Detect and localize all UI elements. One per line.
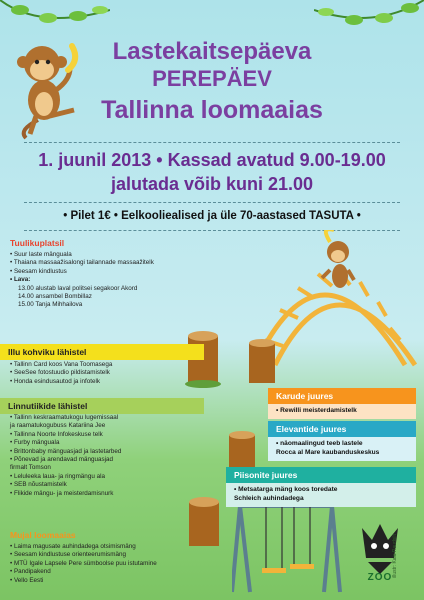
list-item: • Tallinna Noorte Infokeskuse telk <box>10 430 103 438</box>
section-title-tuulikuplatsil: Tuulikuplatsil <box>10 238 65 248</box>
list-item: 13.00 alustab laval politsei segakoor Akord <box>18 284 138 292</box>
tree-stump-illustration <box>186 494 224 550</box>
list-item: firmalt Tomson <box>10 464 51 472</box>
box-title: Karude juures <box>268 388 416 404</box>
swing-set-illustration <box>232 496 342 596</box>
list-item: • Honda esindusautod ja infotelk <box>10 377 101 385</box>
section-title-mujal: Mujal loomaaias <box>10 530 76 540</box>
box-item: Schleich auhindadega <box>234 495 304 502</box>
date-line-2: jalutada võib kuni 21.00 <box>110 174 314 194</box>
list-item: • Lava: <box>10 276 31 284</box>
list-item: • Pandipakend <box>10 568 51 576</box>
list-item: • Furby mänguala <box>10 439 60 447</box>
list-linnutiikide <box>10 414 121 498</box>
zoo-logo-text: ZOO <box>367 572 393 583</box>
box-item: • Metsatarga mäng koos toredate <box>234 486 338 493</box>
list-item: 14.00 ansambel Bombillaz <box>18 293 92 301</box>
title-line-2: PEREPÄEV <box>152 66 272 91</box>
section-title-illu-kohviku: Illu kohviku lähistel <box>0 344 204 360</box>
list-item: • Vello Eesti <box>10 576 44 584</box>
illustrator-credit: illustr: Kaia Raudsilt <box>392 534 398 578</box>
tree-stump-illustration <box>246 336 280 388</box>
list-item: • Thaiana massaažisalongi tailannade massaažitelk <box>10 259 154 267</box>
date-line-1: 1. juunil 2013 • Kassad avatud 9.00-19.00 <box>38 150 386 170</box>
list-mujal <box>10 543 157 585</box>
price-info: • Pilet 1€ • Eelkooliealised ja üle 70-aastased TASUTA • <box>63 210 361 222</box>
list-item: • Suur laste mänguala <box>10 251 72 258</box>
list-item: • Brittonbaby mänguasjad ja lastetarbed <box>10 447 122 455</box>
list-item: ja raamatukogubuss Katariina Jee <box>10 422 106 430</box>
box-item: Rocca al Mare kaubanduskeskus <box>276 449 380 456</box>
box-piisonite-juures <box>226 467 416 507</box>
box-item: • näomaalingud teeb lastele <box>276 440 363 447</box>
list-item: 15.00 Tanja Mihhailova <box>18 301 83 309</box>
list-item: • SeeSee fotostuudio pildistamistelk <box>10 369 110 377</box>
section-title-linnutiikide: Linnutiikide lähistel <box>0 398 204 414</box>
title-line-3: Tallinna loomaaias <box>101 96 323 124</box>
box-elevantide-juures <box>268 421 416 461</box>
list-item: • SEB nõustamistelk <box>10 481 67 489</box>
title-line-1: Lastekaitsepäeva <box>112 38 312 65</box>
list-item: • Põnevad ja arendavad mänguasjad <box>10 456 114 464</box>
box-item: • Rewilli meisterdamistelk <box>268 404 416 419</box>
list-item: • Flikide mängu- ja meisterdamisnurk <box>10 489 114 497</box>
list-item: • Seesam kindlustus <box>10 267 67 275</box>
box-title: Elevantide juures <box>268 421 416 437</box>
divider <box>24 142 400 143</box>
list-illu-kohviku <box>10 361 112 386</box>
list-item: • Leluleeka laua- ja ringmängu ala <box>10 472 105 480</box>
list-item: • Seesam kindlustuse orienteerumismäng <box>10 551 126 559</box>
list-tuulikuplatsil <box>10 251 154 310</box>
box-karude-juures <box>268 388 416 419</box>
list-item: • Tallinn keskraamatukogu lugemissaal <box>10 414 119 421</box>
box-title: Piisonite juures <box>226 467 416 483</box>
divider <box>24 202 400 203</box>
list-item: • Tallinn Card koos Vana Toomasega <box>10 361 113 368</box>
list-item: • Laima magusate auhindadega otsimismäng <box>10 543 136 550</box>
leaves-right-decoration <box>314 0 424 40</box>
list-item: • MTÜ Igale Lapsele Pere sümboolse puu istutamine <box>10 559 157 567</box>
